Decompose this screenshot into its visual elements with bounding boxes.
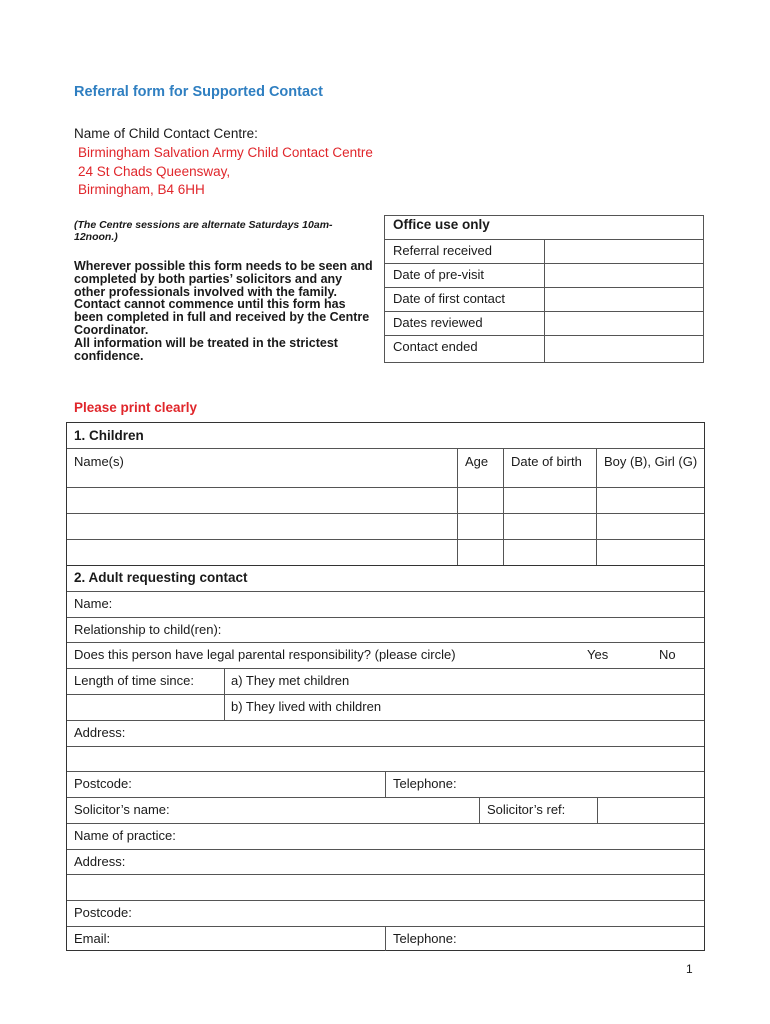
notice-paragraph: Wherever possible this form needs to be seen and completed by both parties’ solicitors and any other professionals involved with the family. [74, 259, 373, 299]
print-clearly-label: Please print clearly [74, 400, 198, 415]
row-divider [67, 513, 704, 514]
children-names-header: Name(s) [74, 454, 124, 469]
practice-address-label: Address: [74, 854, 126, 869]
row-divider [67, 642, 704, 643]
col-divider [385, 771, 386, 797]
children-gender-header: Boy (B), Girl (G) [604, 454, 698, 469]
office-row [385, 335, 703, 363]
office-row-label: Referral received [393, 243, 492, 258]
row-divider [67, 591, 704, 592]
row-divider [67, 487, 704, 488]
sessions-note: (The Centre sessions are alternate Saturdays 10am-12noon.) [74, 219, 333, 243]
row-divider [67, 668, 704, 669]
office-row [385, 263, 703, 287]
col-divider [479, 797, 480, 823]
office-divider [544, 312, 545, 335]
children-heading: 1. Children [74, 428, 144, 443]
lived-children-label: b) They lived with children [231, 699, 382, 714]
notice-block [74, 260, 374, 362]
row-divider [67, 849, 704, 850]
solicitor-name-label: Solicitor’s name: [74, 802, 170, 817]
adult-address-label: Address: [74, 725, 126, 740]
pr-no-option[interactable]: No [659, 647, 676, 662]
row-divider [67, 823, 704, 824]
office-row [385, 311, 703, 335]
row-divider [67, 448, 704, 449]
adult-name-label: Name: [74, 596, 113, 611]
office-use-heading: Office use only [393, 217, 490, 232]
office-divider [544, 264, 545, 287]
centre-label: Name of Child Contact Centre: [74, 126, 258, 141]
col-divider [597, 797, 598, 823]
row-divider [67, 874, 704, 875]
col-divider [385, 926, 386, 951]
practice-telephone-label: Telephone: [393, 931, 457, 946]
notice-paragraph: Contact cannot commence until this form has been completed in full and received by the Centre Coordinator. [74, 297, 370, 337]
met-children-label: a) They met children [231, 673, 350, 688]
col-divider [457, 448, 458, 565]
office-row-label: Date of pre-visit [393, 267, 485, 282]
referral-form-table [66, 422, 705, 951]
parental-responsibility-question: Does this person have legal parental responsibility? (please circle) [74, 647, 456, 662]
office-use-box [384, 215, 704, 363]
col-divider [503, 448, 504, 565]
office-divider [544, 336, 545, 363]
office-divider [544, 240, 545, 263]
children-age-header: Age [465, 454, 489, 469]
office-divider [544, 288, 545, 311]
section-divider [67, 565, 704, 566]
row-divider [67, 720, 704, 721]
centre-city: Birmingham, B4 6HH [78, 182, 205, 197]
row-divider [67, 746, 704, 747]
row-divider [67, 694, 704, 695]
office-row-label: Dates reviewed [393, 315, 483, 330]
form-title: Referral form for Supported Contact [74, 84, 323, 100]
length-since-label: Length of time since: [74, 673, 194, 688]
row-divider [67, 900, 704, 901]
office-row [385, 287, 703, 311]
children-dob-header: Date of birth [511, 454, 582, 469]
practice-name-label: Name of practice: [74, 828, 176, 843]
row-divider [67, 617, 704, 618]
adult-postcode-label: Postcode: [74, 776, 132, 791]
office-row-label: Date of first contact [393, 291, 505, 306]
solicitor-ref-label: Solicitor’s ref: [487, 802, 566, 817]
pr-yes-option[interactable]: Yes [587, 647, 609, 662]
practice-postcode-label: Postcode: [74, 905, 132, 920]
relationship-label: Relationship to child(ren): [74, 622, 222, 637]
adult-heading: 2. Adult requesting contact [74, 570, 248, 585]
email-label: Email: [74, 931, 111, 946]
adult-telephone-label: Telephone: [393, 776, 457, 791]
centre-name: Birmingham Salvation Army Child Contact Centre [78, 145, 373, 160]
office-row [385, 239, 703, 263]
page-number: 1 [686, 962, 693, 976]
row-divider [67, 797, 704, 798]
row-divider [67, 539, 704, 540]
col-divider [596, 448, 597, 565]
office-row-label: Contact ended [393, 339, 478, 354]
notice-paragraph: All information will be treated in the strictest confidence. [74, 335, 338, 363]
centre-street: 24 St Chads Queensway, [78, 164, 231, 179]
